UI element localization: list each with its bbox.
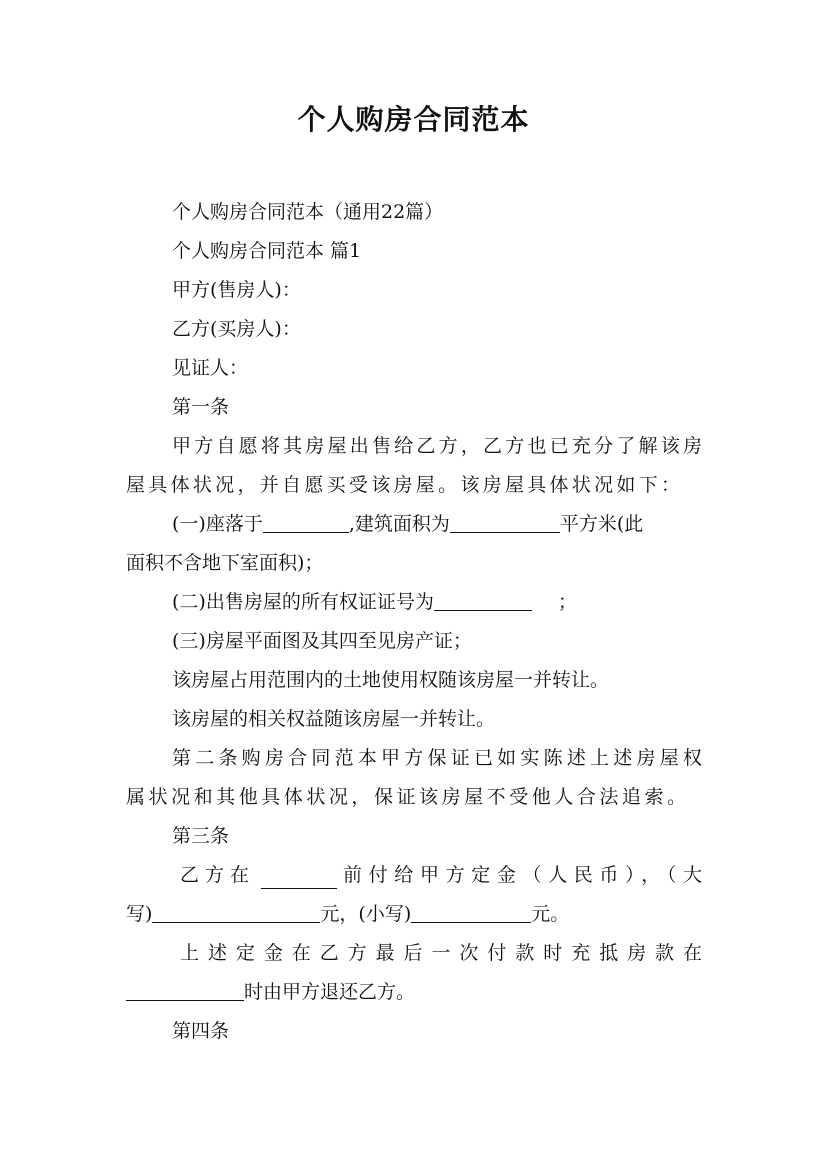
article2-line2: 属状况和其他具体状况，保证该房屋不受他人合法追索。 — [126, 786, 686, 808]
deposit-date-blank — [261, 868, 337, 889]
location-blank — [263, 512, 349, 533]
article1-land-use: 该房屋占用范围内的土地使用权随该房屋一并转让。 — [172, 669, 610, 691]
document-subtitle: 个人购房合同范本（通用22篇） — [172, 201, 444, 223]
party-a-label: 甲方(售房人)： — [172, 279, 301, 301]
offset-blank — [126, 980, 244, 1001]
article1-item1-line1 — [172, 510, 702, 538]
deposit-line2-prefix: 写) — [126, 903, 153, 925]
item1-suffix: 平方米(此 — [559, 513, 644, 535]
item2-suffix: ； — [557, 591, 577, 613]
certificate-number-blank — [434, 590, 532, 611]
article4-heading: 第四条 — [172, 1020, 230, 1042]
article3-offset-line1: 上述定金在乙方最后一次付款时充抵房款在 — [180, 942, 702, 964]
party-b-label: 乙方(买房人)： — [172, 318, 301, 340]
item1-middle: ,建筑面积为 — [348, 513, 450, 535]
offset-line2-suffix: 时由甲方退还乙方。 — [244, 981, 416, 1003]
article1-item2 — [172, 588, 577, 616]
article1-para1-line1: 甲方自愿将其房屋出售给乙方，乙方也已充分了解该房 — [172, 435, 702, 457]
item2-prefix: (二)出售房屋的所有权证证号为 — [172, 591, 434, 613]
article1-item3: (三)房屋平面图及其四至见房产证； — [172, 630, 472, 652]
deposit-middle: 前付给甲方定金（人民币），（大 — [343, 864, 702, 886]
article1-item1-line2: 面积不含地下室面积)； — [126, 552, 324, 574]
witness-label: 见证人： — [172, 357, 249, 379]
document-title: 个人购房合同范本 — [297, 103, 530, 136]
article3-offset-line2 — [126, 978, 415, 1006]
article1-heading: 第一条 — [172, 396, 230, 418]
article2-line1: 第二条购房合同范本甲方保证已如实陈述上述房屋权 — [172, 747, 702, 769]
deposit-line2-suffix: 元。 — [531, 903, 570, 925]
article3-deposit-line1 — [180, 861, 702, 889]
article1-rights: 该房屋的相关权益随该房屋一并转让。 — [172, 708, 496, 730]
article3-heading: 第三条 — [172, 825, 230, 847]
amount-uppercase-blank — [152, 902, 320, 923]
section-heading: 个人购房合同范本 篇1 — [172, 240, 362, 262]
deposit-line2-middle: 元，(小写) — [320, 903, 412, 925]
amount-lowercase-blank — [411, 902, 531, 923]
article3-deposit-line2 — [126, 900, 569, 928]
area-blank — [450, 512, 560, 533]
item1-prefix: (一)座落于 — [172, 513, 263, 535]
article1-para1-line2: 屋具体状况，并自愿买受该房屋。该房屋具体状况如下： — [126, 474, 680, 496]
deposit-prefix: 乙方在 — [180, 864, 256, 886]
